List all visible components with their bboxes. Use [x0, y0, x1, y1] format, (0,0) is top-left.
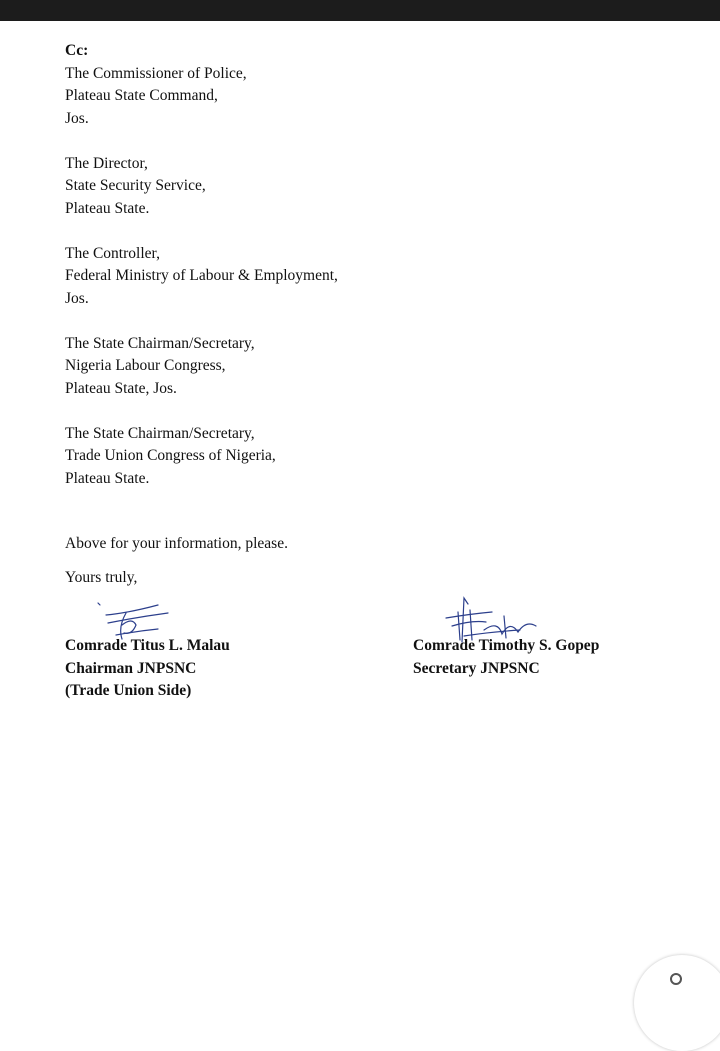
chairman-title: Chairman JNPSNC — [65, 659, 197, 677]
cc-section — [65, 40, 685, 490]
cc-line: The Director, — [65, 154, 148, 172]
cc-line: The State Chairman/Secretary, — [65, 334, 255, 352]
cc-line: Nigeria Labour Congress, — [65, 357, 226, 374]
cc-line: The State Chairman/Secretary, — [65, 424, 255, 442]
closing-salutation: Yours truly, — [65, 569, 138, 586]
cc-line: Plateau State. — [65, 469, 150, 487]
cc-line: Federal Ministry of Labour & Employment, — [65, 267, 338, 284]
cc-recipient-block — [65, 423, 685, 491]
secretary-name: Comrade Timothy S. Gopep — [413, 637, 600, 654]
closing-info: Above for your information, please. — [65, 535, 288, 552]
signatory-chairman — [65, 635, 230, 703]
cc-label: Cc: — [65, 42, 89, 59]
cc-line: Trade Union Congress of Nigeria, — [65, 447, 276, 464]
cc-line: State Security Service, — [65, 177, 206, 194]
cc-line: The Commissioner of Police, — [65, 64, 247, 82]
cc-line: Jos. — [65, 109, 89, 127]
cc-line: Plateau State, Jos. — [65, 379, 177, 397]
cc-recipient-block — [65, 153, 685, 221]
secretary-title: Secretary JNPSNC — [413, 659, 540, 677]
cc-recipient-block — [65, 63, 685, 131]
cc-line: The Controller, — [65, 244, 160, 262]
cc-line: Jos. — [65, 289, 89, 307]
cc-recipient-block — [65, 243, 685, 311]
floating-action-button[interactable] — [634, 955, 720, 1051]
search-icon — [670, 973, 682, 985]
top-toolbar — [0, 0, 720, 21]
chairman-name: Comrade Titus L. Malau — [65, 637, 230, 654]
cc-line: Plateau State. — [65, 199, 150, 217]
signatory-secretary — [413, 635, 599, 680]
cc-recipient-block — [65, 333, 685, 401]
cc-line: Plateau State Command, — [65, 87, 218, 104]
chairman-side: (Trade Union Side) — [65, 682, 192, 699]
